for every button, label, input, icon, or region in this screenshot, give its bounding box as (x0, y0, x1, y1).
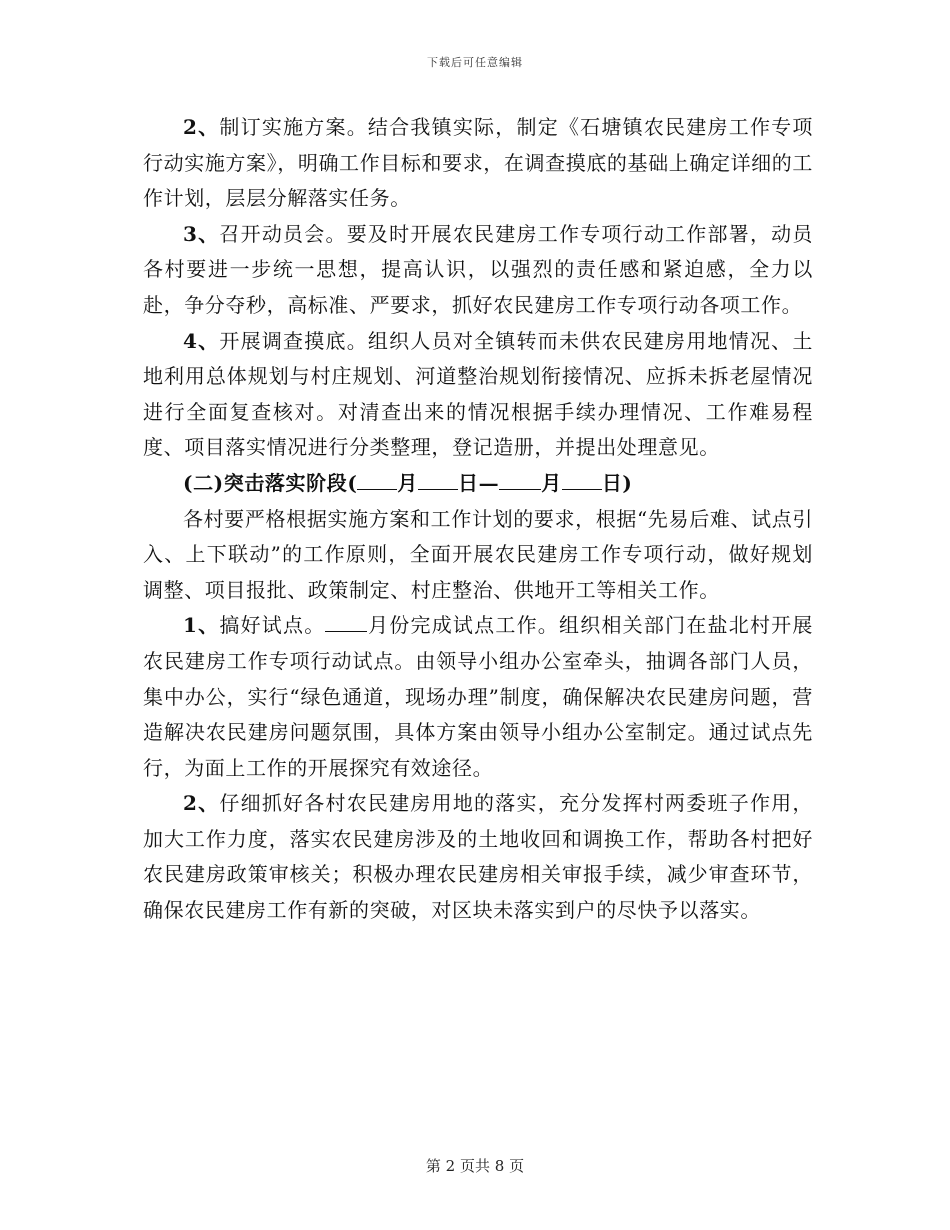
item-number: 2、 (183, 791, 220, 816)
paragraph-text: 仔细抓好各村农民建房用地的落实，充分发挥村两委班子作用，加大工作力度，落实农民建房涉及的土地收回和调换工作，帮助各村把好农民建房政策审核关；积极办理农民建房相关审报手续，减少审查环节，确保农民建房工作有新的突破，对区块未落实到户的尽快予以落实。 (143, 791, 813, 923)
item-number: 3、 (183, 221, 220, 246)
paragraph-text: 开展调查摸底。组织人员对全镇转而未供农民建房用地情况、土地利用总体规划与村庄规划、河道整治规划衔接情况、应拆未拆老屋情况进行全面复查核对。对清查出来的情况根据手续办理情况、工作难易程度、项目落实情况进行分类整理，登记造册，并提出处理意见。 (143, 328, 813, 460)
paragraph-intro (143, 502, 813, 609)
paragraph-3 (143, 217, 813, 324)
heading-day: 日) (601, 470, 633, 495)
heading-day: 日— (458, 470, 500, 495)
blank-line (499, 471, 541, 490)
paragraph-text: 召开动员会。要及时开展农民建房工作专项行动工作部署，动员各村要进一步统一思想，提高认识，以强烈的责任感和紧迫感，全力以赴，争分夺秒，高标准、严要求，抓好农民建房工作专项行动各项工作。 (143, 221, 813, 317)
paragraph-pilot (143, 608, 813, 786)
paragraph-2 (143, 110, 813, 217)
blank-line (357, 471, 397, 490)
paragraph-text: 各村要严格根据实施方案和工作计划的要求，根据“先易后难、试点引入、上下联动”的工作原则，全面开展农民建房工作专项行动，做好规划调整、项目报批、政策制定、村庄整治、供地开工等相关工作。 (143, 506, 813, 602)
paragraph-text: 制订实施方案。结合我镇实际，制定《石塘镇农民建房工作专项行动实施方案》，明确工作目标和要求，在调查摸底的基础上确定详细的工作计划，层层分解落实任务。 (143, 115, 813, 211)
paragraph-lead: 搞好试点。 (219, 613, 326, 638)
item-number: 2、 (183, 115, 220, 139)
blank-line (325, 613, 367, 632)
paragraph-4 (143, 324, 813, 466)
page-footer: 第 2 页共 8 页 (425, 1157, 525, 1175)
blank-line (562, 471, 602, 490)
item-number: 1、 (183, 613, 220, 638)
heading-month: 月 (541, 470, 562, 495)
paragraph-text: 月份完成试点工作。组织相关部门在盐北村开展农民建房工作专项行动试点。由领导小组办公室牵头，抽调各部门人员，集中办公，实行“绿色通道，现场办理”制度，确保解决农民建房问题，营造解决农民建房问题氛围，具体方案由领导小组办公室制定。通过试点先行，为面上工作的开展探究有效途径。 (143, 613, 814, 780)
heading-month: 月 (397, 470, 418, 495)
heading-prefix: (二)突击落实阶段( (183, 470, 358, 495)
document-body (143, 110, 813, 929)
blank-line (418, 471, 458, 490)
item-number: 4、 (183, 328, 220, 353)
paragraph-land (143, 786, 813, 928)
section-heading (143, 466, 813, 502)
page-header: 下载后可任意编辑 (427, 56, 523, 69)
